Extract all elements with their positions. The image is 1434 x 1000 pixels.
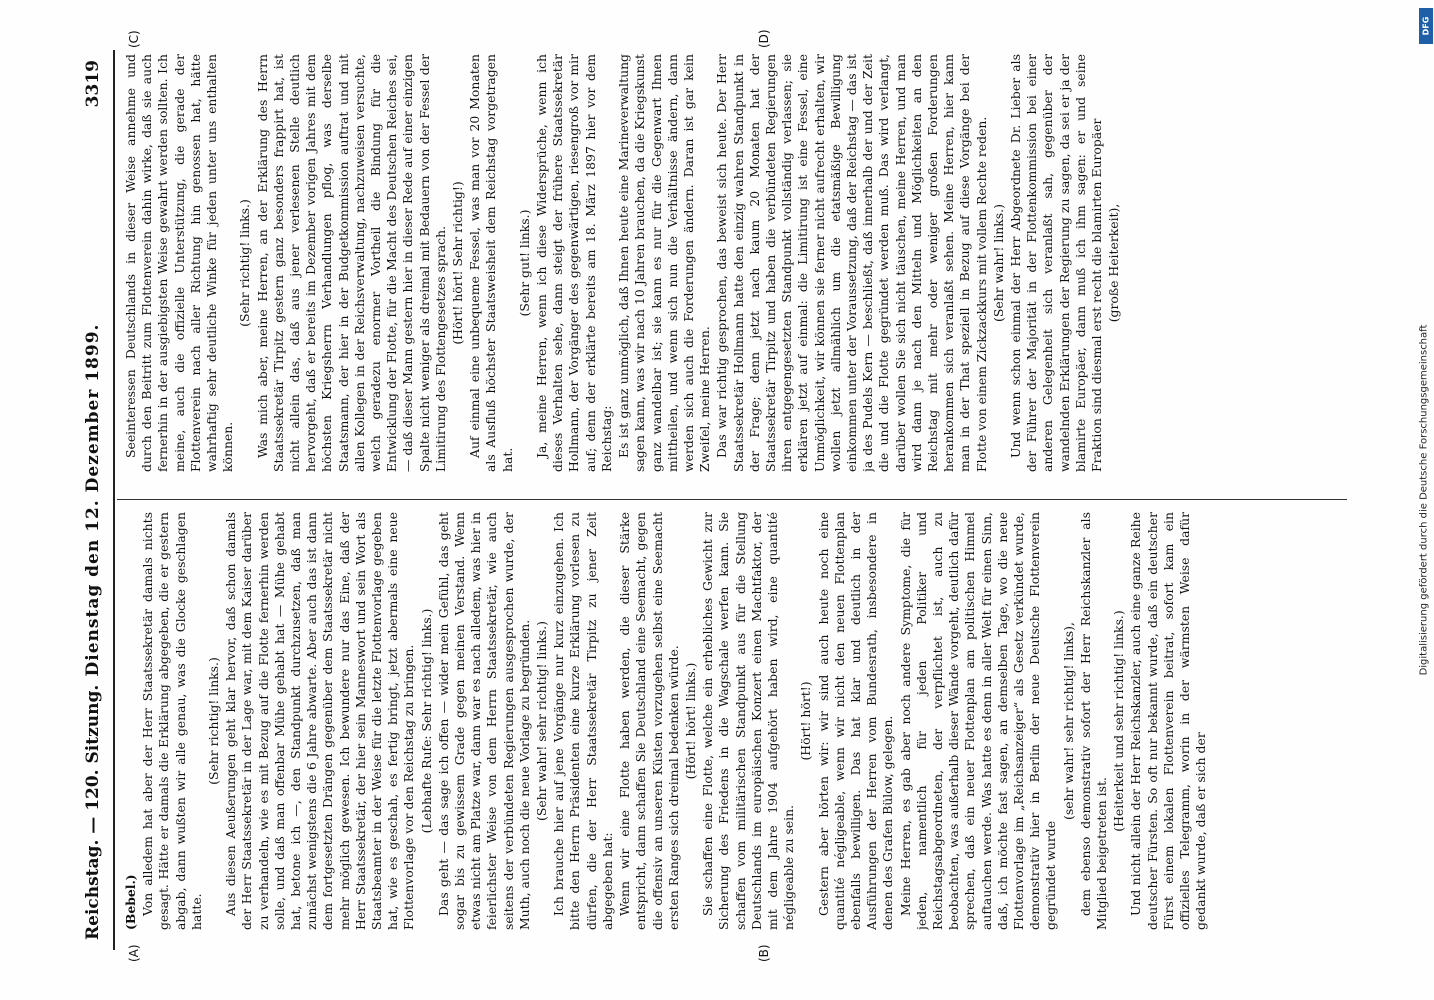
paragraph: Das geht — das sage ich offen — wider mein Gefühl, das geht sogar bis zu gewissem Grade gegen meinen Verstand. Wenn etwas nicht am Platze war, dann war es nach alledem, was hier in feierlichster Weise von dem Herrn Staatssekretär, wie auch seitens der verbündeten Regierungen ausgesprochen wurde, der Muth, auch noch die neue Vorlage zu begründen.: [435, 512, 532, 930]
interjection: (Heiterkeit und sehr richtig! links.): [1111, 610, 1127, 832]
paragraph: Gestern aber hörten wir: wir sind auch heute noch eine quantité négligeable, wenn wir nicht den neuen Flottenplan ebenfalls bewilligen. Das hat klar und deutlich in der Ausführungen der Herren vom Bundesrath, insbesondere in denen des Grafen Bülow, gelegen.: [815, 512, 896, 930]
right-column: [123, 54, 1343, 472]
speaker-label: (Bebel.): [123, 874, 138, 930]
interjection: (Lebhafte Rufe: Sehr richtig! links.): [418, 608, 434, 834]
running-head: [79, 60, 107, 940]
left-column: [123, 512, 1343, 930]
paragraph: Auf einmal eine unbequeme Fessel, was man vor 20 Monaten als Ausfluß höchster Staatsweisheit dem Reichstag vorgetragen hat.: [467, 54, 515, 472]
running-head-date: Dienstag den 12. Dezember 1899.: [83, 323, 103, 677]
paragraph: Was mich aber, meine Herren, an der Erklärung des Herrn Staatssekretär Tirpitz gestern ganz besonders frappirt hat, ist nicht allein das, daß aus jener verlesenen Stelle deutlich hervorgeht, daß er bereits im Dezember vorigen Jahres mit dem höchsten Kriegsherrn Verhandlungen pflog, was derselbe Staatsmann, der hier in der Budgetkommission auftrat und mit allen Kollegen in der Reichsverwaltung, nachzuweisen versuchte, welch geradezu enormer Vortheil die Bindung für die Entwicklung der Flotte, für die Macht des Deutschen Reiches sei, — daß dieser Mann gestern hier in dieser Rede auf einer einzigen Spalte nicht weniger als dreimal mit Bedauern von der Fessel der Limitirung des Flottengesetzes sprach.: [254, 54, 448, 472]
paragraph: Ja, meine Herren, wenn ich diese Widersprüche, wenn ich dieses Verhalten sehe, dann steigt der frühere Staatssekretär Hollmann, der Vorgänger des gegenwärtigen, riesengroß vor mir auf; denn der erklärte bereits am 18. März 1897 hier vor dem Reichstag:: [534, 54, 614, 472]
interjection: (sehr wahr! sehr richtig! links),: [1060, 622, 1076, 820]
paragraph: Ich brauche hier auf jene Vorgänge nur kurz einzugehen. Ich bitte den Herrn Präsidenten eine kurze Erklärung vorlesen zu dürfen, die der Herr Staatssekretär Tirpitz zu jener Zeit abgegeben hat:: [551, 512, 615, 930]
interjection: (Sehr wahr! links.): [990, 204, 1006, 322]
document-page: [57, 20, 1377, 980]
paragraph: Wenn wir eine Flotte haben werden, die dieser Stärke entspricht, dann schaffen Sie Deutschland eine Seemacht, gegen die offensiv an unseren Küsten vorzugehen selbst eine Seemacht ersten Ranges sich dreimal bedenken würde.: [617, 512, 681, 930]
paragraph: Das war richtig gesprochen, das beweist sich heute. Der Herr Staatssekretär Hollmann hatte den einzig wahren Standpunkt in der Frage; denn jetzt nach kaum 20 Monaten hat der Staatssekretär Tirpitz und haben die verbündeten Regierungen ihren entgegengesetzten Standpunkt vollständig verlassen; sie erklären jetzt auf einmal: die Limitirung ist eine Fessel, eine Unmöglichkeit, wir können sie ferner nicht aufrecht erhalten, wir wollen jetzt allmählich um die etatsmäßige Bewilligung einkommen unter der Voraussetzung, daß der Reichstag — das ist ja des Pudels Kern — beschließt, daß innerhalb der und der Zeit die und die Flotte gegründet werden muß. Das wird verlangt, darüber wollen Sie sich nicht täuschen, meine Herren, und man wird dann je nach den Mitteln und Möglichkeiten an den Reichstag mit mehr oder weniger großen Forderungen herankommen sich veranlaßt sehen. Meine Herren, hier kann man in der That speziell in Bezug auf diese Vorgänge bei der Flotte von einem Zickzackkurs mit vollem Rechte reden.: [714, 54, 989, 472]
interjection: (Sehr wahr! sehr richtig! links.): [534, 621, 550, 821]
margin-mark-c: (C): [127, 30, 141, 48]
margin-mark-b: (B): [757, 944, 771, 962]
header-rule: [113, 50, 115, 950]
running-head-left: Reichstag. — 120. Sitzung.: [83, 684, 103, 940]
paragraph: dem ebenso demonstrativ sofort der Herr Reichskanzler als Mitglied beigetreten ist.: [1077, 512, 1109, 930]
paragraph: Und wenn schon einmal der Herr Abgeordnete Dr. Lieber als der Führer der Majorität in der Flottenkommission bei einer anderen Gelegenheit sich veranlaßt sah, gegenüber der wandelnden Erklärungen der Regierung zu sagen, da sei er ja der blamirte Europäer, dann muß ich ihm sagen: er und seine Fraktion sind diesmal erst recht die blamirten Europäer: [1007, 54, 1104, 472]
digitization-note-text: Digitalisierung gefördert durch die Deutsche Forschungsgemeinschaft: [1418, 324, 1430, 676]
paragraph: Von alledem hat aber der Herr Staatssekretär damals nichts gesagt. Hätte er damals die Erklärung abgegeben, die er gestern abgab, dann wußten wir alle genau, was die Glocke geschlagen hatte.: [140, 512, 204, 930]
margin-mark-a: (A): [127, 944, 141, 962]
interjection: (Sehr richtig! links.): [206, 657, 222, 785]
interjection: (Hört! hört!): [798, 681, 814, 761]
page-number: 3319: [83, 60, 103, 108]
interjection: (Sehr gut! links.): [516, 209, 532, 317]
paragraph: Sie schaffen eine Flotte, welche ein erhebliches Gewicht zur Sicherung des Friedens in die Wagschale werfen kann. Sie schaffen vom militärischen Standpunkt aus für die Stellung Deutschlands im europäischen Konzert einen Machtfaktor, der mit dem Jahre 1904 aufgehört haben wird, eine quantité négligeable zu sein.: [700, 512, 797, 930]
dfg-logo: DFG: [1419, 8, 1433, 44]
interjection: (große Heiterkeit),: [1106, 203, 1122, 323]
column-rule: [117, 499, 1347, 500]
paragraph: Meine Herren, es gab aber noch andere Symptome, die für jeden, namentlich für jeden Politiker und Reichstagsabgeordneten, der verpflichtet ist, auch zu beobachten, was außerhalb dieser Wände vorgeht, deutlich dafür sprechen, daß ein neuer Flottenplan am politischen Himmel auftauchen werde. Was hatte es denn in aller Welt für einen Sinn, daß, ich möchte fast sagen, an demselben Tage, wo die neue Flottenvorlage im „Reichsanzeiger“ als Gesetz verkündet wurde, demonstrativ hier in Berlin der neue Deutsche Flottenverein gegründet wurde: [897, 512, 1059, 930]
paragraph: Aus diesen Aeußerungen geht klar hervor, daß schon damals der Herr Staatssekretär in der Lage war, mit dem Kaiser darüber zu verhandeln, wie es mit Bezug auf die Flotte fernerhin werden solle, und daß man offenbar Mühe gehabt hat — Mühe gehabt hat, betone ich —, den Standpunkt durchzusetzen, daß man zunächst wenigstens die 6 Jahre abwarte. Aber auch das ist dann dem fortgesetzten Drängen gegenüber dem Staatssekretär nicht mehr möglich gewesen. Ich bewundere nur das Eine, daß der Herr Staatssekretär, der hier sein Manneswort und sein Wort als Staatsbeamter in der Weise für die letzte Flottenvorlage gegeben hat, wie es geschah, es fertig bringt, jetzt abermals eine neue Flottenvorlage vor den Reichstag zu bringen.: [223, 512, 417, 930]
digitization-note: [1416, 4, 1432, 996]
paragraph: Und nicht allein der Herr Reichskanzler, auch eine ganze Reihe deutscher Fürsten. So oft nur bekannt wurde, daß ein deutscher Fürst einem lokalen Flottenverein beitrat, sofort kam ein offizielles Telegramm, worin in der wärmsten Weise dafür gedankt wurde, daß er sich der: [1128, 512, 1209, 930]
interjection: (Hört! hört! links.): [682, 662, 698, 780]
interjection: (Hört! hört! Sehr richtig!): [450, 181, 466, 345]
paragraph: Seeinteressen Deutschlands in dieser Weise annehme und durch den Beitritt zum Flottenverein dahin wirke, daß sie auch fernerhin in der ausgiebigsten Weise gewahrt werden sollten. Ich meine, auch die offizielle Unterstützung, die gerade der Flottenverein nach aller Richtung hin genossen hat, hätte wahrhaftig sehr deutliche Winke für jeden unter uns enthalten können.: [123, 54, 236, 472]
margin-mark-d: (D): [757, 29, 771, 48]
paragraph: Es ist ganz unmöglich, daß Ihnen heute eine Marineverwaltung sagen kann, was wir nach 10 Jahren brauchen, da die Kriegskunst ganz wandelbar ist; sie kann es nur für die Gegenwart Ihnen mittheilen, und wenn sich nun die Verhältnisse ändern, dann werden sich auch die Forderungen ändern. Daran ist gar kein Zweifel, meine Herren.: [616, 54, 713, 472]
interjection: (Sehr richtig! links.): [237, 199, 253, 327]
